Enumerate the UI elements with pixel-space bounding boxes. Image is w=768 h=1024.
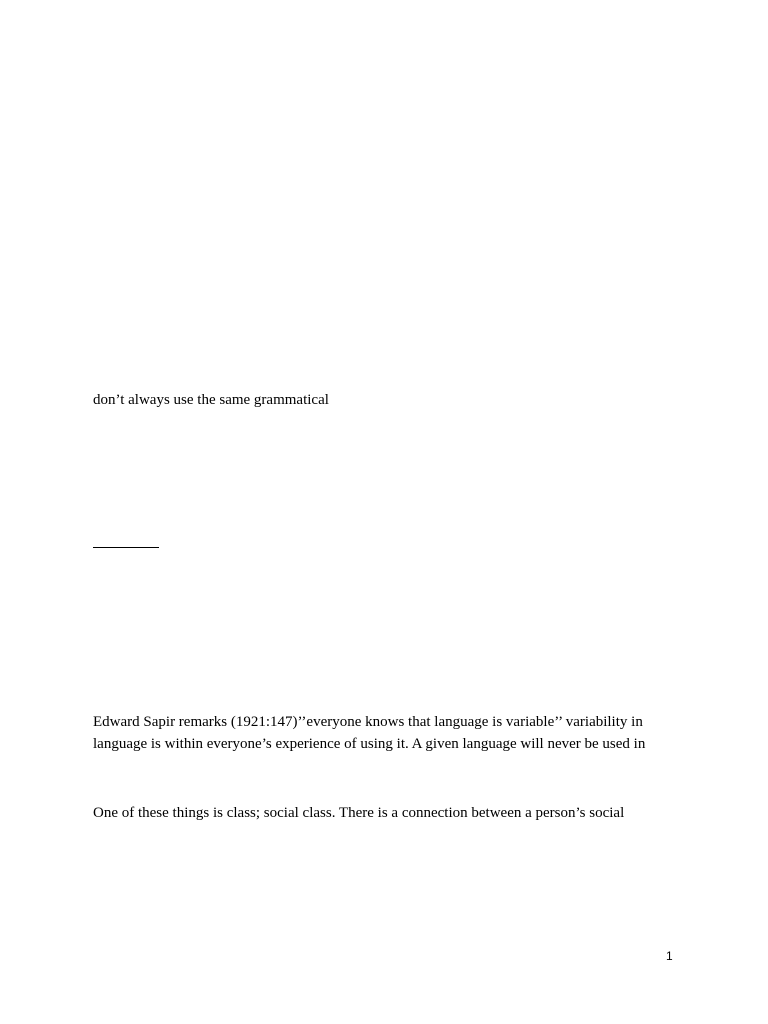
text-fragment: don’t always use the same grammatical <box>93 392 329 408</box>
paragraph-line: One of these things is class; social class. There is a connection between a person’s social <box>93 805 625 821</box>
paragraph-line: Edward Sapir remarks (1921:147)’’everyone knows that language is variable’’ variability in <box>93 714 643 730</box>
footnote-separator <box>93 547 159 548</box>
paragraph-line: language is within everyone’s experience of using it. A given language will never be used in <box>93 736 646 752</box>
page-number: 1 <box>666 949 673 963</box>
